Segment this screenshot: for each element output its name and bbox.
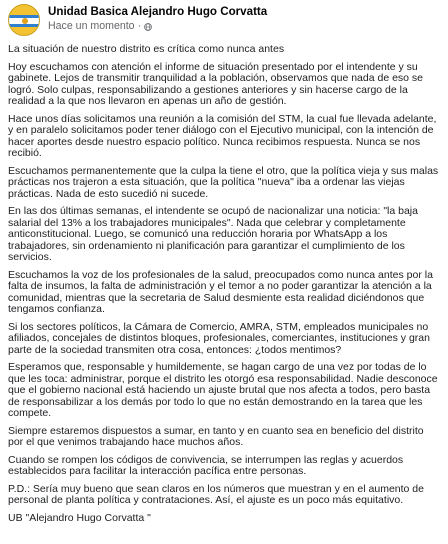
post-paragraph: Hace unos días solicitamos una reunión a la comisión del STM, la cual fue llevada adelante, y en paralelo solicitamos poder tener diálogo con el Ejecutivo municipal, con la intención de hacer aportes desde nuestro espacio político. Nunca recibimos respuesta. Nunca se nos recibió. [8, 112, 437, 159]
post-paragraph: Siempre estaremos dispuestos a sumar, en tanto y en cuanto sea en beneficio del distrito por el que venimos trabajando hace muchos años. [8, 424, 424, 448]
post-body [8, 44, 440, 524]
globe-icon[interactable] [144, 23, 152, 31]
post-paragraph: En las dos últimas semanas, el intendente se ocupó de nacionalizar una noticia: "la baja salarial del 13% a los trabajadores municipales". Nada que celebrar y completamente anticonstitucional. Luego, se comunicó una reducción horaria por WhatsApp a los trabajadores, sin ordenamiento ni planificación para garantizar el cumplimiento de los servicios. [8, 205, 418, 263]
post-header [8, 4, 440, 40]
separator-dot: · [137, 20, 142, 32]
post-paragraph: P.D.: Sería muy bueno que sean claros en los números que muestran y en el aumento de personal de planta política y contrataciones. Así, el ajuste es un poco más equitativo. [8, 482, 424, 506]
post-paragraph: Escuchamos permanentemente que la culpa la tiene el otro, que la política vieja y sus malas prácticas nos trajeron a esta situación, que la política "nueva" iba a ordenar las viejas prácticas. Nada de esto sucedió ni sucede. [8, 164, 439, 200]
page-name-link[interactable]: Unidad Basica Alejandro Hugo Corvatta [48, 5, 268, 18]
post-meta [48, 4, 267, 33]
post-paragraph: Esperamos que, responsable y humildemente, se hagan cargo de una vez por todas de lo que les toca: administrar, porque el distrito les otorgó esa responsabilidad. Nadie desconoce que el gobierno nacional está haciendo un ajuste brutal que nos afecta a todos, pero basta de responsabilizar a los demás por todo lo que no están demostrando en la tarea que les compete. [8, 361, 438, 419]
timestamp-row [48, 20, 267, 33]
post-paragraph: La situación de nuestro distrito es crítica como nunca antes [8, 43, 285, 55]
page-avatar[interactable] [8, 4, 40, 36]
post-paragraph: Hoy escuchamos con atención el informe de situación presentado por el intendente y su gabinete. Lejos de transmitir tranquilidad a la población, observamos que nada de eso se logró. Solo culpas, responsabilizando a gestiones anteriores y sin hacerse cargo de la realidad a la que nos llevaron en apenas un año de gestión. [8, 60, 424, 107]
post-paragraph: Escuchamos la voz de los profesionales de la salud, preocupados como nunca antes por la falta de insumos, la falta de administración y el temor a no poder garantizar la atención a la comunidad, mientras que la secretaria de Salud desmiente esta realidad diciéndonos que tengamos confianza. [8, 268, 433, 315]
post-paragraph: Si los sectores políticos, la Cámara de Comercio, AMRA, STM, empleados municipales no afiliados, concejales de distintos bloques, profesionales, comerciantes, instituciones y gran parte de la sociedad transmiten otra cosa, entonces: ¿todos mentimos? [8, 320, 430, 356]
post-paragraph: Cuando se rompen los códigos de convivencia, se interrumpen las reglas y acuerdos establecidos para facilitar la interacción pacífica entre personas. [8, 453, 404, 477]
post-signature: UB "Alejandro Hugo Corvatta " [8, 511, 151, 524]
post-timestamp[interactable]: Hace un momento [48, 20, 135, 32]
